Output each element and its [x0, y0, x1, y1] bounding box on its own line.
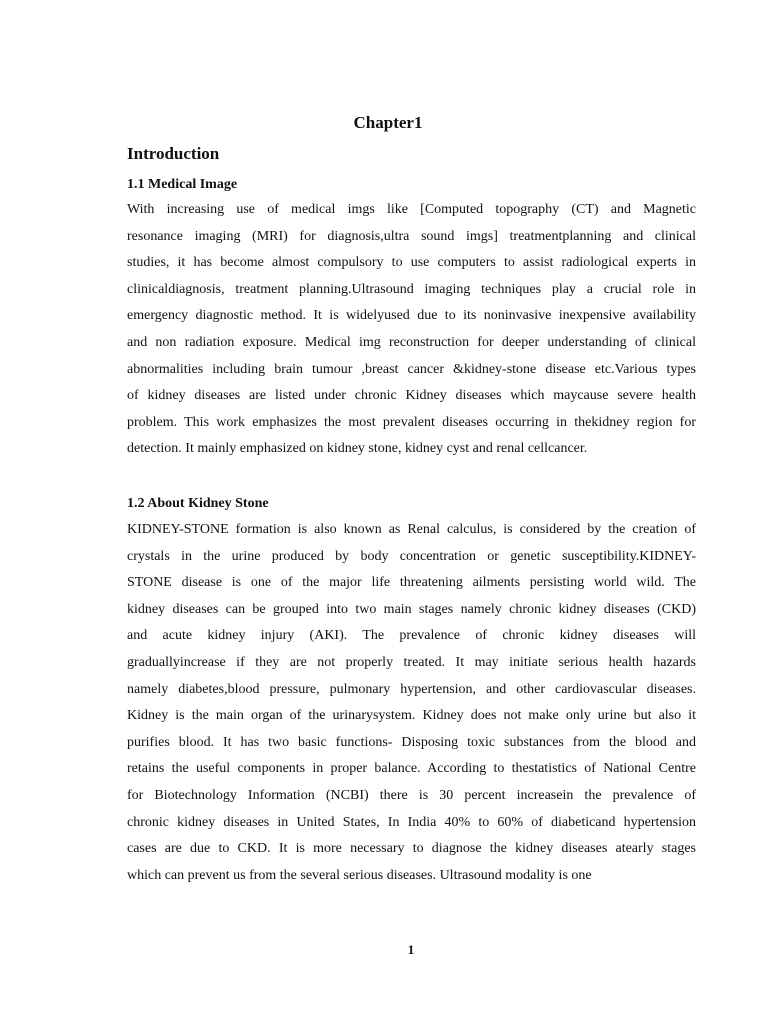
paragraph-line: which can prevent us from the several serious diseases. Ultrasound modality is one	[127, 867, 592, 883]
paragraph-line: studies, it has become almost compulsory to use computers to assist radiological experts in	[127, 255, 696, 271]
paragraph-line: emergency diagnostic method. It is widelyused due to its noninvasive inexpensive availability	[127, 308, 696, 324]
paragraph-line: and non radiation exposure. Medical img reconstruction for deeper understanding of clinical	[127, 334, 696, 350]
paragraph-line: crystals in the urine produced by body concentration or genetic susceptibility.KIDNEY-	[127, 548, 696, 564]
paragraph-line: cases are due to CKD. It is more necessary to diagnose the kidney diseases atearly stages	[127, 841, 696, 857]
section-heading-kidney-stone: 1.2 About Kidney Stone	[127, 496, 269, 511]
paragraph-line: problem. This work emphasizes the most prevalent diseases occurring in thekidney region for	[127, 414, 696, 430]
paragraph-medical-image	[127, 197, 696, 463]
paragraph-line: KIDNEY-STONE formation is also known as Renal calculus, is considered by the creation of	[127, 522, 696, 537]
paragraph-line: purifies blood. It has two basic functions- Disposing toxic substances from the blood and	[127, 734, 696, 750]
paragraph-line: With increasing use of medical imgs like [Computed topography (CT) and Magnetic	[127, 202, 696, 217]
paragraph-line: STONE disease is one of the major life threatening ailments persisting world wild. The	[127, 575, 696, 591]
chapter-title: Chapter1	[353, 113, 423, 132]
paragraph-line: chronic kidney diseases in United States, In India 40% to 60% of diabeticand hypertension	[127, 814, 696, 830]
paragraph-line: namely diabetes,blood pressure, pulmonary hypertension, and other cardiovascular diseases.	[127, 681, 696, 697]
page-number: 1	[407, 942, 415, 957]
paragraph-line: resonance imaging (MRI) for diagnosis,ultra sound imgs] treatmentplanning and clinical	[127, 228, 696, 244]
paragraph-line: for Biotechnology Information (NCBI) there is 30 percent increasein the prevalence of	[127, 787, 696, 803]
paragraph-kidney-stone	[127, 517, 696, 889]
section-heading-medical-image: 1.1 Medical Image	[127, 177, 238, 192]
paragraph-line: abnormalities including brain tumour ,breast cancer &kidney-stone disease etc.Various types	[127, 361, 696, 377]
paragraph-line: kidney diseases can be grouped into two main stages namely chronic kidney diseases (CKD)	[127, 601, 696, 617]
paragraph-line: clinicaldiagnosis, treatment planning.Ultrasound imaging techniques play a crucial role in	[127, 281, 696, 297]
paragraph-line: retains the useful components in proper balance. According to thestatistics of National Centre	[127, 761, 696, 777]
paragraph-line: detection. It mainly emphasized on kidney stone, kidney cyst and renal cellcancer.	[127, 441, 588, 457]
paragraph-line: graduallyincrease if they are not properly treated. It may initiate serious health hazards	[127, 654, 696, 670]
paragraph-line: Kidney is the main organ of the urinarysystem. Kidney does not make only urine but also it	[127, 708, 696, 724]
paragraph-line: and acute kidney injury (AKI). The prevalence of chronic kidney diseases will	[127, 628, 696, 644]
paragraph-line: of kidney diseases are listed under chronic Kidney diseases which maycause severe health	[127, 388, 696, 404]
introduction-heading: Introduction	[127, 144, 220, 163]
